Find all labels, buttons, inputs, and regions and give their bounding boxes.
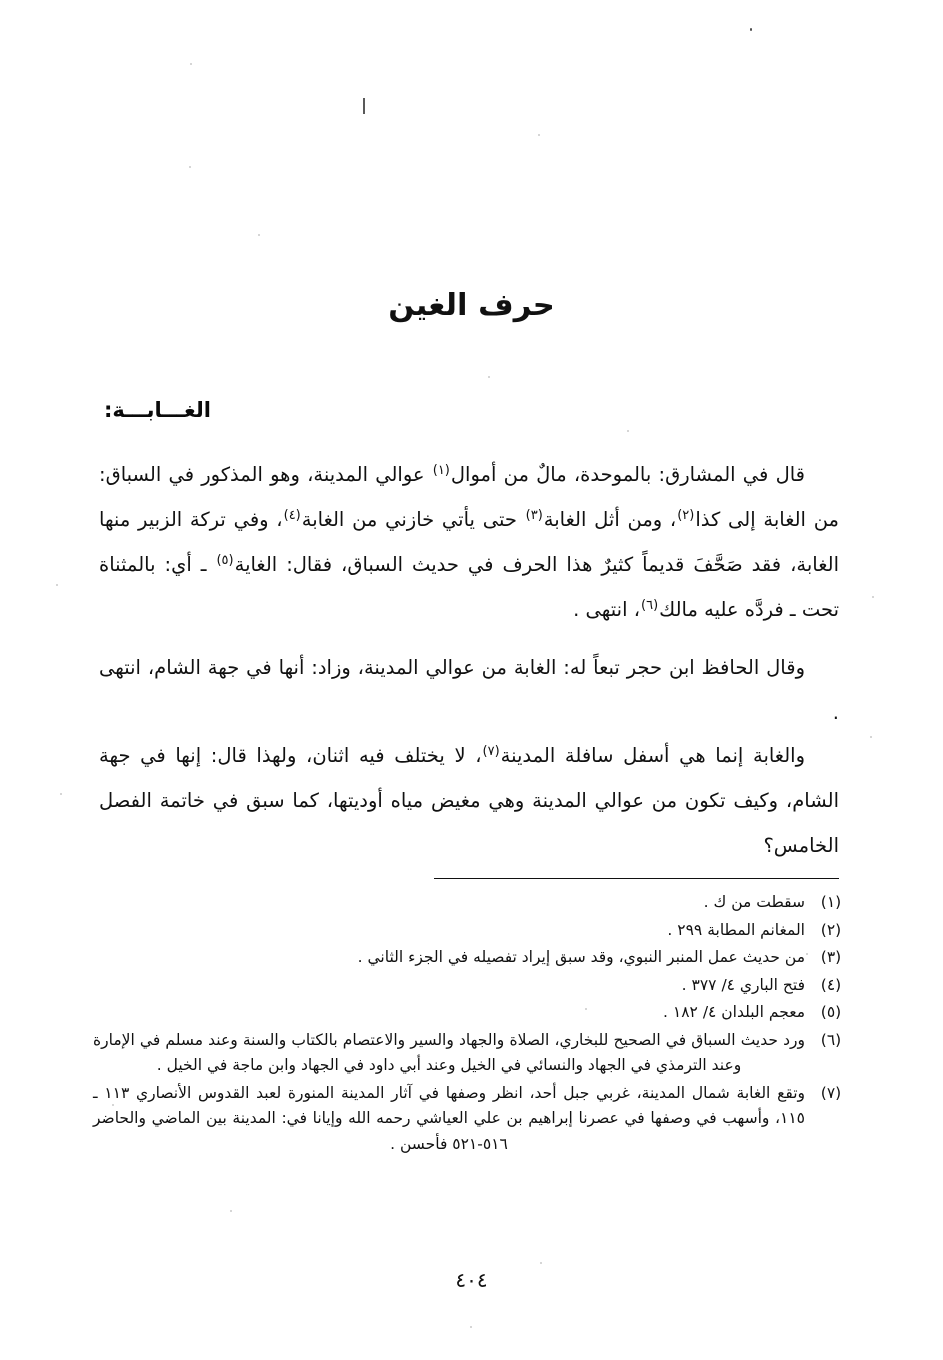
footnote-item (93, 1028, 853, 1079)
scan-speckle (470, 1326, 472, 1328)
page-number: ٤٠٤ (455, 1268, 488, 1292)
footnote-ref-2[interactable]: (٢) (677, 507, 695, 523)
footnote-text: من حديث عمل المنبر النبوي، وقد سبق إيراد تفصيله في الجزء الثاني . (357, 948, 805, 966)
text-run: ، ومن أثل الغابة (543, 508, 677, 531)
scan-speckle (363, 98, 365, 114)
footnote-number: (٦) (820, 1030, 842, 1049)
footnote-item (93, 973, 853, 999)
paragraph-text (99, 452, 839, 632)
footnote-list (93, 890, 853, 1159)
footnote-item (93, 890, 853, 916)
text-run: ـ أي: بالمثناة تحت ـ فردَّه عليه مالك (99, 553, 839, 621)
footnote-text: المغانم المطابة ٢٩٩ . (667, 920, 805, 939)
text-run: قال في المشارق: بالموحدة، مالٌ من أموال (450, 463, 805, 486)
scan-speckle (60, 793, 62, 795)
footnote-text: سقطت من ك . (703, 893, 805, 911)
footnote-item (93, 1081, 853, 1158)
scan-speckle (870, 736, 872, 738)
scan-speckle (627, 430, 629, 432)
text-run: ، انتهى . (573, 598, 641, 621)
scan-speckle (750, 28, 752, 31)
footnote-number: (٥) (820, 1003, 842, 1021)
footnote-separator-rule (434, 878, 839, 879)
scan-speckle (230, 1210, 232, 1212)
text-run: والغابة إنما هي أسفل سافلة المدينة (500, 744, 805, 767)
body-paragraph-1 (99, 452, 839, 632)
paragraph-text (99, 733, 839, 868)
footnote-ref-6[interactable]: (٦) (641, 597, 659, 613)
entry-heading: الغـــابـــة: (104, 398, 211, 422)
scan-speckle (872, 596, 874, 598)
scan-speckle (538, 134, 540, 136)
scan-speckle (190, 63, 192, 65)
scan-speckle (488, 376, 490, 378)
scan-speckle (540, 1262, 542, 1264)
footnote-text: ورد حديث السباق في الصحيح للبخاري، الصلاة والجهاد والسير والاعتصام بالكتاب والسنة وعند مسلم في الإمارة وعند الترمذي في الجهاد والنسائي في الخيل وعند أبي داود في الجهاد وابن ماجة في الخيل . (93, 1030, 805, 1074)
chapter-title: حرف الغين (388, 288, 555, 323)
paragraph-text: وقال الحافظ ابن حجر تبعاً له: الغابة من عوالي المدينة، وزاد: أنها في جهة الشام، انتهى . (99, 656, 839, 724)
footnote-item (93, 1000, 853, 1026)
footnote-ref-7[interactable]: (٧) (482, 743, 500, 759)
scan-speckle (258, 234, 260, 236)
body-paragraph-2 (99, 645, 839, 735)
text-run: ، وفي تركة الزبير منها الغابة، فقد صَحَّفَ قديماً كثيرٌ هذا الحرف في حديث السباق، فقال: الغاية (99, 508, 839, 576)
footnote-text: وتقع الغابة شمال المدينة، غربي جبل أحد، انظر وصفها في آثار المدينة المنورة لعبد القدوس الأنصاري ١١٣ ـ ١١٥، وأسهب في وصفها في عصرنا إبراهيم بن علي العياشي رحمه الله وإيانا في: المدينة بين الماضي والحاضر ٥١٦-٥٢١ فأحسن . (93, 1083, 805, 1153)
text-run: عوالي المدينة، وهو المذكور في السباق: من الغابة إلى كذا (99, 463, 839, 531)
text-run: حتى يأتي خازني من الغابة (301, 508, 525, 531)
footnote-item (93, 945, 853, 971)
scan-speckle (189, 166, 191, 168)
text-run: ، لا يختلف فيه اثنان، ولهذا قال: إنها في جهة الشام، وكيف تكون من عوالي المدينة وهي مغيض مياه أوديتها، كما سبق في خاتمة الفصل الخامس؟ (99, 744, 839, 857)
footnote-number: (٣) (820, 948, 842, 966)
footnote-number: (١) (820, 893, 842, 911)
footnote-number: (٤) (820, 975, 842, 994)
footnote-ref-1[interactable]: (١) (432, 462, 450, 478)
footnote-ref-4[interactable]: (٤) (283, 507, 301, 523)
footnote-ref-3[interactable]: (٣) (525, 507, 543, 523)
footnote-item (93, 918, 853, 944)
footnote-text: معجم البلدان ٤/ ١٨٢ . (663, 1003, 805, 1021)
scan-speckle (56, 584, 58, 586)
footnote-ref-5[interactable]: (٥) (216, 552, 234, 568)
footnote-number: (٧) (820, 1083, 842, 1102)
footnote-number: (٢) (820, 920, 842, 939)
body-paragraph-3 (99, 733, 839, 868)
footnote-text: فتح الباري ٤/ ٣٧٧ . (681, 975, 805, 994)
